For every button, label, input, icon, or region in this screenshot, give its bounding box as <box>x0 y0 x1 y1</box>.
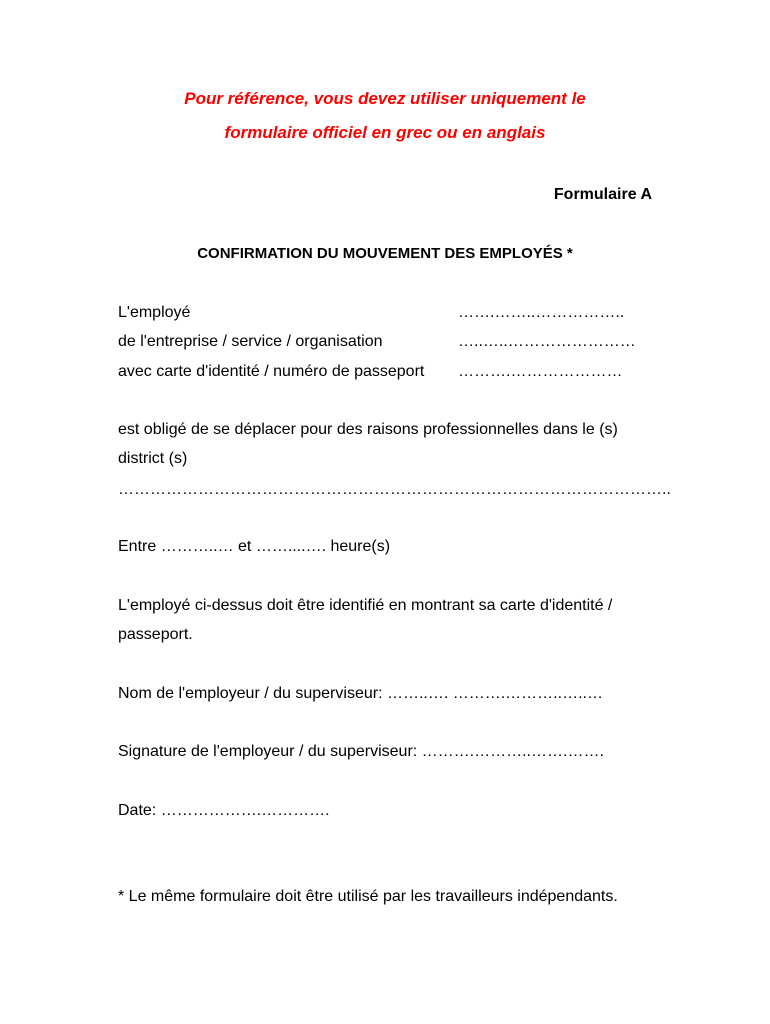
field-value-id-passport: ……….………………… <box>458 363 623 380</box>
employer-name-field: Nom de l'employeur / du superviseur: ……..…. ……….………..…..… <box>118 685 603 702</box>
travel-statement-line-2: district (s) <box>118 450 188 467</box>
district-dotted-line: ………………………………………………………………………………………….. <box>118 481 671 498</box>
field-value-company: …..…..…………………… <box>458 333 636 350</box>
field-label-company: de l'entreprise / service / organisation <box>118 333 383 350</box>
field-label-id-passport: avec carte d'identité / numéro de passeport <box>118 363 425 380</box>
travel-statement-line-1: est obligé de se déplacer pour des raisons professionnelles dans le (s) <box>118 421 618 438</box>
reference-notice-line-2: formulaire officiel en grec ou en anglais <box>224 123 546 142</box>
document-title: CONFIRMATION DU MOUVEMENT DES EMPLOYÉS * <box>197 245 573 262</box>
date-field: Date: ……………….…………. <box>118 802 330 819</box>
employer-signature-field: Signature de l'employeur / du superviseur: ……….………..…….……. <box>118 743 604 760</box>
identification-line-2: passeport. <box>118 626 193 643</box>
footnote: * Le même formulaire doit être utilisé par les travailleurs indépendants. <box>118 888 618 905</box>
time-range: Entre ………..… et ……....…. heure(s) <box>118 538 391 555</box>
identification-line-1: L'employé ci-dessus doit être identifié en montrant sa carte d'identité / <box>118 597 613 614</box>
field-label-employee: L'employé <box>118 304 191 321</box>
form-label: Formulaire A <box>553 186 652 203</box>
reference-notice-line-1: Pour référence, vous devez utiliser uniquement le <box>184 89 586 108</box>
field-value-employee: …….……..…………….. <box>458 304 625 321</box>
